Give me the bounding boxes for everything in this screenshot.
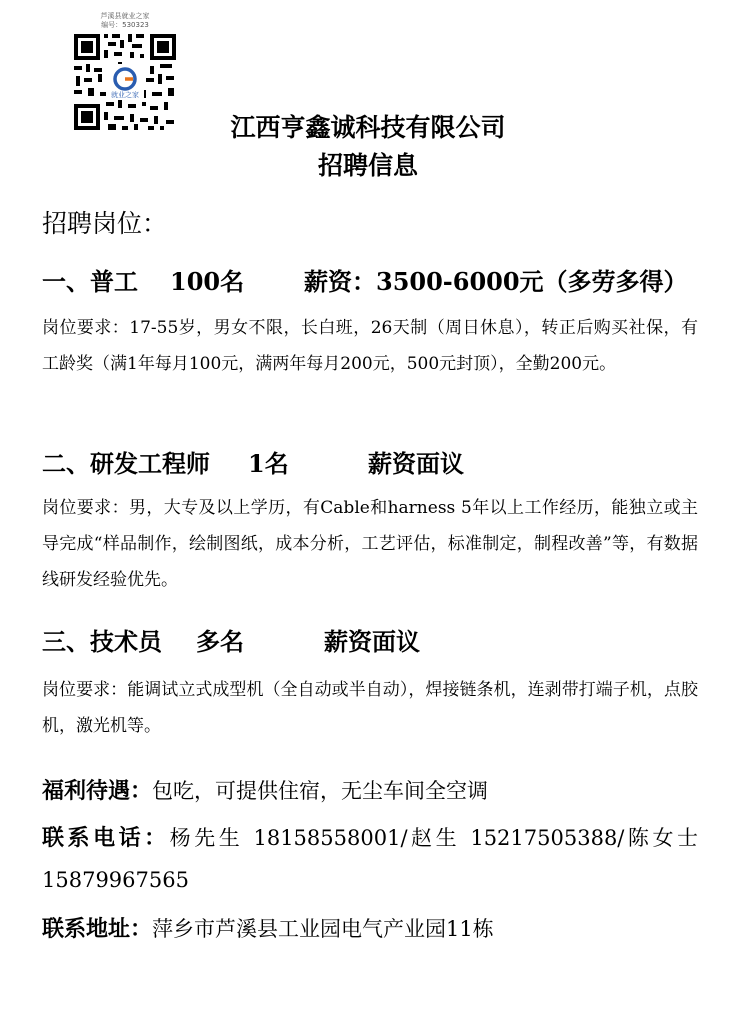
job2-count: 1名 bbox=[248, 449, 289, 478]
job1-title: 一、普工 bbox=[42, 267, 138, 296]
job3-count: 多名 bbox=[196, 627, 244, 656]
section-title: 招聘岗位： bbox=[42, 209, 168, 238]
qr-caption-title: 芦溪县就业之家 bbox=[100, 12, 150, 20]
contact-value: 杨先生 18158558001/赵生 15217505388/陈女士 15879967565 bbox=[42, 826, 698, 892]
job3-salary: 薪资面议 bbox=[324, 627, 420, 656]
address-value: 萍乡市芦溪县工业园电气产业园11栋 bbox=[152, 917, 494, 941]
qr-logo-text: 就业之家 bbox=[111, 91, 139, 99]
job1-salary: 薪资：3500-6000元（多劳多得） bbox=[304, 267, 688, 296]
address-label: 联系地址： bbox=[42, 916, 153, 942]
job2-title: 二、研发工程师 bbox=[42, 449, 210, 478]
job3-title: 三、技术员 bbox=[42, 627, 162, 656]
job1-count: 100名 bbox=[170, 267, 245, 296]
page-subtitle: 招聘信息 bbox=[317, 151, 418, 180]
contact-label: 联系电话： bbox=[42, 825, 170, 851]
job3-requirements: 岗位要求：能调试立式成型机（全自动或半自动），焊接链条机，连剥带打端子机，点胶机，激光机等。 bbox=[42, 680, 698, 736]
contact-row bbox=[42, 818, 698, 902]
job2-requirements: 岗位要求：男，大专及以上学历，有Cable和harness 5年以上工作经历，能独立或主导完成“样品制作，绘制图纸，成本分析，工艺评估，标准制定，制程改善”等，有数据线研发经验优先。 bbox=[42, 498, 698, 590]
benefits-label: 福利待遇： bbox=[42, 778, 153, 804]
address-row bbox=[42, 912, 494, 943]
company-name: 江西亨鑫诚科技有限公司 bbox=[230, 113, 506, 142]
benefits-value: 包吃，可提供住宿，无尘车间全空调 bbox=[152, 779, 489, 803]
job1-requirements: 岗位要求：17-55岁，男女不限，长白班，26天制（周日休息），转正后购买社保，有工龄奖（满1年每月100元，满两年每月200元，500元封顶），全勤200元。 bbox=[42, 318, 698, 374]
qr-caption-number: 编号：530323 bbox=[101, 21, 149, 29]
benefits-row bbox=[42, 774, 488, 805]
job2-salary: 薪资面议 bbox=[368, 449, 464, 478]
